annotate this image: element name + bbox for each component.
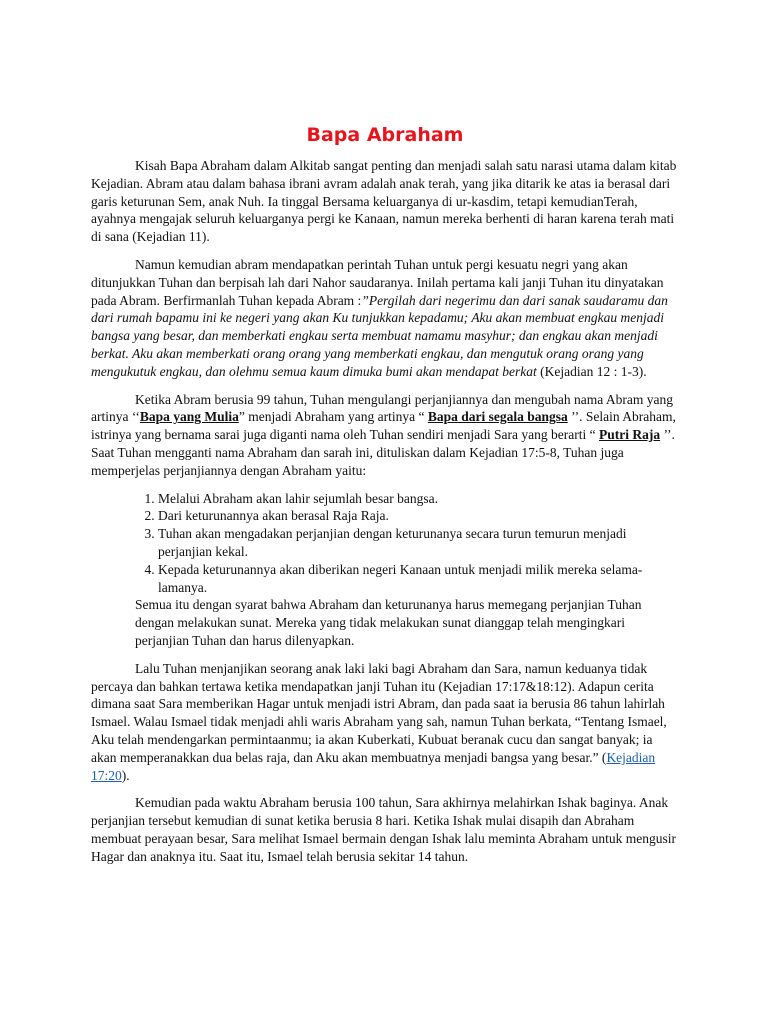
scripture-link[interactable]: Kejadian 17:20	[91, 749, 656, 783]
paragraph-ismael-end: ).	[121, 767, 130, 783]
scripture-quote: ”Pergilah dari negerimu dan dari sanak saudaramu dan dari rumah bapamu ini ke negeri yang akan Ku tunjukkan kepadamu; Aku akan membuat engkau menjadi bangsa yang besar, dan memberkati engkau serta membuat namamu masyhur; dan engkau akan menjadi berkat. Aku akan memberkati orang orang yang memberkati engkau, dan mengutuk orang orang yang mengukutuk engkau, dan olehmu semua kaum dimuka bumi akan mendapat berkat	[91, 292, 668, 379]
scripture-reference: (Kejadian 12 : 1-3).	[536, 363, 647, 379]
name-change-text-4: ’’. Saat Tuhan mengganti nama Abraham dan sarah ini, dituliskan dalam Kejadian 17:5-8, Tuhan juga memperjelas perjanjiannya dengan Abraham yaitu:	[91, 427, 675, 478]
paragraph-calling	[91, 256, 679, 381]
list-item: 4. Kepada keturunannya akan diberikan negeri Kanaan untuk menjadi milik mereka selama-lamanya.	[158, 561, 679, 597]
covenant-list	[91, 490, 679, 597]
list-item: 3. Tuhan akan mengadakan perjanjian dengan keturunanya secara turun temurun menjadi perjanjian kekal.	[158, 525, 679, 561]
paragraph-intro: Kisah Bapa Abraham dalam Alkitab sangat penting dan menjadi salah satu narasi utama dalam kitab Kejadian. Abram atau dalam bahasa ibrani avram adalah anak terah, yang jika ditarik ke atas ia berasal dari garis keturunan Sem, anak Nuh. Ia tinggal Bersama keluarganya di ur-kasdim, tetapi kemudianTerah, ayahnya mengajak seluruh keluarganya pergi ke Kanaan, namun mereka berhenti di haran karena terah mati di sana (Kejadian 11).	[91, 158, 677, 245]
paragraph-ismael	[91, 660, 679, 785]
name-meaning-abram: Bapa yang Mulia	[139, 409, 239, 425]
list-item: 1. Melalui Abraham akan lahir sejumlah besar bangsa.	[158, 490, 679, 508]
list-item: 2. Dari keturunannya akan berasal Raja Raja.	[158, 507, 679, 525]
paragraph-circumcision: Semua itu dengan syarat bahwa Abraham dan keturunanya harus memegang perjanjian Tuhan dengan melakukan sunat. Mereka yang tidak melakukan sunat dianggap telah mengingkari perjanjian Tuhan dan harus dilenyapkan.	[135, 597, 642, 648]
paragraph-ismael-text: Lalu Tuhan menjanjikan seorang anak laki laki bagi Abraham dan Sara, namun keduanya tidak percaya dan bahkan tertawa ketika mendapatkan janji Tuhan itu (Kejadian 17:17&18:12). Adapun cerita dimana saat Sara memberikan Hagar untuk menjadi istri Abram, dan pada saat ia berusia 86 tahun lahirlah Ismael. Walau Ismael tidak menjadi ahli waris Abraham yang sah, namun Tuhan berkata, “Tentang Ismael, Aku telah mendengarkan permintaanmu; ia akan Kuberkati, Kubuat beranak cucu dan sangat banyak; ia akan memperanakkan dua belas raja, dan Aku akan membuatnya menjadi bangsa yang besar.” (	[91, 660, 667, 765]
paragraph-calling-lead: Namun kemudian abram mendapatkan perintah Tuhan untuk pergi kesuatu negri yang akan ditunjukkan Tuhan dan berpisah lah dari Nahor saudaranya. Inilah pertama kali janji Tuhan itu dinyatakan pada Abram. Berfirmanlah Tuhan kepada Abram :	[91, 256, 664, 308]
paragraph-name-change	[91, 391, 679, 480]
name-meaning-abraham: Bapa dari segala bangsa	[427, 409, 568, 425]
name-change-text-1: Ketika Abram berusia 99 tahun, Tuhan mengulangi perjanjiannya dan mengubah nama Abram yang artinya ‘‘	[91, 391, 673, 425]
name-meaning-sara: Putri Raja	[598, 427, 661, 443]
name-change-text-2: ” menjadi Abraham yang artinya “	[238, 409, 428, 425]
page-title: Bapa Abraham	[306, 124, 464, 146]
document-page	[91, 122, 679, 875]
paragraph-ishak: Kemudian pada waktu Abraham berusia 100 tahun, Sara akhirnya melahirkan Ishak baginya. Anak perjanjian tersebut kemudian di sunat ketika berusia 8 hari. Ketika Ishak mulai disapih dan Abraham membuat perayaan besar, Sara melihat Ismael bermain dengan Ishak lalu meminta Abraham untuk mengusir Hagar dan anaknya itu. Saat itu, Ismael telah berusia sekitar 14 tahun.	[91, 795, 677, 864]
name-change-text-3: ’’. Selain Abraham, istrinya yang bernama sarai juga diganti nama oleh Tuhan sendiri menjadi Sara yang berarti “	[91, 409, 676, 443]
